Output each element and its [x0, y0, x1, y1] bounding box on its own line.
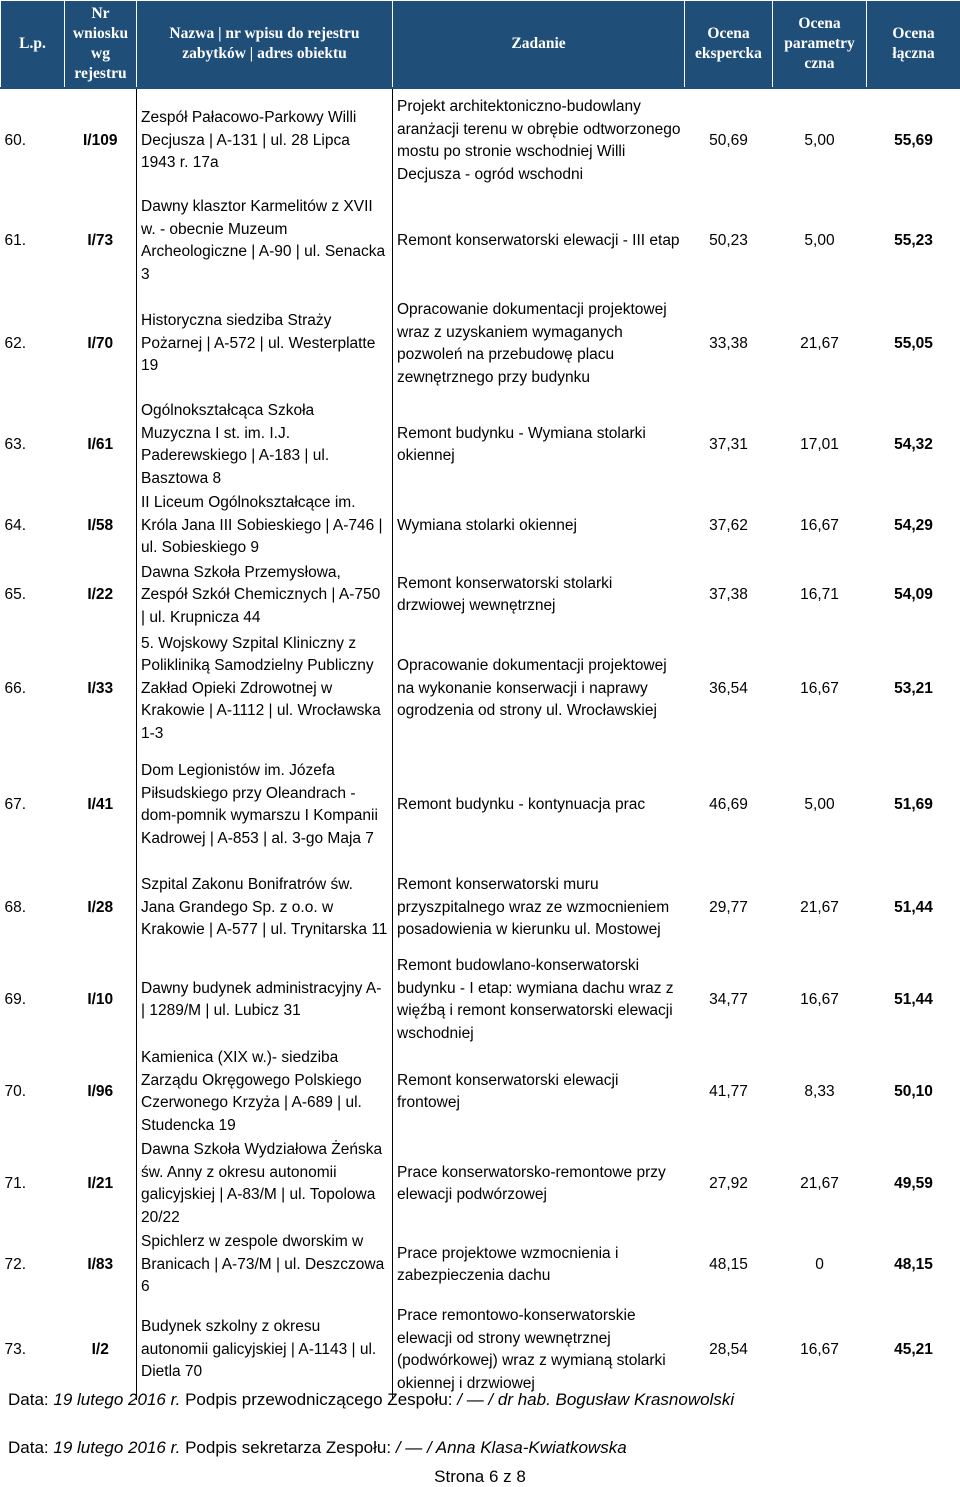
cell-expert: 46,69 [685, 748, 773, 862]
cell-task: Remont konserwatorski stolarki drzwiowej wewnętrznej [393, 561, 685, 631]
cell-task: Opracowanie dokumentacji projektowej na wykonanie konserwacji i naprawy ogrodzenia od strony ul. Wrocławskiej [393, 630, 685, 748]
table-row [1, 399, 960, 491]
header-nr: Nr wniosku wg rejestru [65, 1, 137, 89]
table-row [1, 630, 960, 748]
cell-lp: 62. [1, 289, 65, 399]
cell-name: Kamienica (XIX w.)- siedziba Zarządu Okręgowego Polskiego Czerwonego Krzyża | A-689 | ul. Studencka 19 [137, 1046, 393, 1138]
cell-params: 16,71 [773, 561, 867, 631]
cell-total: 45,21 [867, 1300, 960, 1400]
cell-task: Remont budowlano-konserwatorski budynku - I etap: wymiana dachu wraz z więźbą i remont konserwatorski elewacji wschodniej [393, 954, 685, 1046]
header-task: Zadanie [393, 1, 685, 89]
cell-name: Ogólnokształcąca Szkoła Muzyczna I st. im. I.J. Paderewskiego | A-183 | ul. Basztowa 8 [137, 399, 393, 491]
cell-nr: I/28 [65, 862, 137, 954]
cell-nr: I/22 [65, 561, 137, 631]
cell-total: 49,59 [867, 1138, 960, 1230]
cell-task: Prace remontowo-konserwatorskie elewacji od strony wewnętrznej (podwórkowej) wraz z wymianą stolarki okiennej i drzwiowej [393, 1300, 685, 1400]
cell-name: Historyczna siedziba Straży Pożarnej | A-572 | ul. Westerplatte 19 [137, 289, 393, 399]
table-row [1, 1046, 960, 1138]
table-row [1, 289, 960, 399]
header-lp: L.p. [1, 1, 65, 89]
cell-params: 5,00 [773, 193, 867, 289]
cell-task: Remont konserwatorski muru przyszpitalnego wraz ze wzmocnieniem posadowienia w kierunku ul. Mostowej [393, 862, 685, 954]
page-number: Strona 6 z 8 [0, 1467, 960, 1487]
cell-name: Szpital Zakonu Bonifratrów św. Jana Grandego Sp. z o.o. w Krakowie | A-577 | ul. Trynitarska 11 [137, 862, 393, 954]
cell-name: 5. Wojskowy Szpital Kliniczny z Polikliniką Samodzielny Publiczny Zakład Opieki Zdrowotnej w Krakowie | A-1112 | ul. Wrocławska 1-3 [137, 630, 393, 748]
cell-nr: I/2 [65, 1300, 137, 1400]
cell-expert: 33,38 [685, 289, 773, 399]
cell-task: Opracowanie dokumentacji projektowej wraz z uzyskaniem wymaganych pozwoleń na przebudowę placu zewnętrznego przy budynku [393, 289, 685, 399]
cell-nr: I/58 [65, 491, 137, 561]
cell-task: Wymiana stolarki okiennej [393, 491, 685, 561]
cell-params: 16,67 [773, 491, 867, 561]
cell-name: Dawna Szkoła Wydziałowa Żeńska św. Anny z okresu autonomii galicyjskiej | A-83/M | ul. Topolowa 20/22 [137, 1138, 393, 1230]
cell-lp: 64. [1, 491, 65, 561]
cell-expert: 50,69 [685, 88, 773, 193]
cell-total: 55,23 [867, 193, 960, 289]
cell-params: 16,67 [773, 1300, 867, 1400]
table-row [1, 954, 960, 1046]
table-header [1, 1, 960, 89]
cell-task: Remont konserwatorski elewacji frontowej [393, 1046, 685, 1138]
table-row [1, 193, 960, 289]
cell-task: Remont konserwatorski elewacji - III etap [393, 193, 685, 289]
cell-lp: 66. [1, 630, 65, 748]
cell-total: 48,15 [867, 1230, 960, 1300]
cell-nr: I/70 [65, 289, 137, 399]
cell-nr: I/83 [65, 1230, 137, 1300]
cell-lp: 68. [1, 862, 65, 954]
cell-lp: 63. [1, 399, 65, 491]
cell-expert: 37,31 [685, 399, 773, 491]
cell-params: 17,01 [773, 399, 867, 491]
header-total: Ocena łączna [867, 1, 960, 89]
cell-params: 5,00 [773, 88, 867, 193]
table-row [1, 88, 960, 193]
header-params: Ocena parametry czna [773, 1, 867, 89]
cell-expert: 29,77 [685, 862, 773, 954]
cell-task: Prace konserwatorsko-remontowe przy elewacji podwórzowej [393, 1138, 685, 1230]
cell-lp: 70. [1, 1046, 65, 1138]
cell-expert: 34,77 [685, 954, 773, 1046]
cell-name: Budynek szkolny z okresu autonomii galicyjskiej | A-1143 | ul. Dietla 70 [137, 1300, 393, 1400]
cell-name: Dom Legionistów im. Józefa Piłsudskiego przy Oleandrach - dom-pomnik wymarszu I Kompanii Kadrowej | A-853 | al. 3-go Maja 7 [137, 748, 393, 862]
cell-total: 51,69 [867, 748, 960, 862]
cell-task: Prace projektowe wzmocnienia i zabezpieczenia dachu [393, 1230, 685, 1300]
chairman-signature-date: 19 lutego 2016 r. [53, 1390, 180, 1409]
header-name: Nazwa | nr wpisu do rejestru zabytków | adres obiektu [137, 1, 393, 89]
chairman-signature-line: Data: 19 lutego 2016 r. Podpis przewodniczącego Zespołu: / — / dr hab. Bogusław Krasnowolski [8, 1390, 734, 1410]
cell-params: 16,67 [773, 954, 867, 1046]
table-row [1, 1138, 960, 1230]
cell-params: 16,67 [773, 630, 867, 748]
cell-total: 54,09 [867, 561, 960, 631]
cell-total: 55,05 [867, 289, 960, 399]
table-row [1, 748, 960, 862]
cell-params: 21,67 [773, 1138, 867, 1230]
cell-lp: 71. [1, 1138, 65, 1230]
table-row [1, 491, 960, 561]
cell-name: II Liceum Ogólnokształcące im. Króla Jana III Sobieskiego | A-746 | ul. Sobieskiego 9 [137, 491, 393, 561]
cell-total: 54,29 [867, 491, 960, 561]
cell-total: 55,69 [867, 88, 960, 193]
cell-params: 5,00 [773, 748, 867, 862]
cell-total: 51,44 [867, 862, 960, 954]
chairman-signature: / — / dr hab. Bogusław Krasnowolski [457, 1390, 734, 1409]
cell-params: 8,33 [773, 1046, 867, 1138]
cell-lp: 72. [1, 1230, 65, 1300]
cell-expert: 28,54 [685, 1300, 773, 1400]
cell-expert: 37,38 [685, 561, 773, 631]
cell-name: Dawna Szkoła Przemysłowa, Zespół Szkół Chemicznych | A-750 | ul. Krupnicza 44 [137, 561, 393, 631]
header-row [1, 1, 960, 89]
table-row [1, 561, 960, 631]
cell-expert: 36,54 [685, 630, 773, 748]
cell-expert: 50,23 [685, 193, 773, 289]
cell-name: Dawny klasztor Karmelitów z XVII w. - obecnie Muzeum Archeologiczne | A-90 | ul. Senacka 3 [137, 193, 393, 289]
cell-task: Remont budynku - kontynuacja prac [393, 748, 685, 862]
table-row [1, 862, 960, 954]
cell-nr: I/61 [65, 399, 137, 491]
cell-lp: 61. [1, 193, 65, 289]
cell-total: 54,32 [867, 399, 960, 491]
cell-params: 21,67 [773, 289, 867, 399]
cell-nr: I/41 [65, 748, 137, 862]
cell-name: Dawny budynek administracyjny A- | 1289/M | ul. Lubicz 31 [137, 954, 393, 1046]
cell-lp: 73. [1, 1300, 65, 1400]
cell-nr: I/73 [65, 193, 137, 289]
cell-total: 53,21 [867, 630, 960, 748]
cell-lp: 60. [1, 88, 65, 193]
cell-nr: I/109 [65, 88, 137, 193]
cell-nr: I/33 [65, 630, 137, 748]
cell-lp: 67. [1, 748, 65, 862]
cell-expert: 41,77 [685, 1046, 773, 1138]
cell-nr: I/21 [65, 1138, 137, 1230]
table-row [1, 1300, 960, 1400]
cell-lp: 69. [1, 954, 65, 1046]
table-body [1, 88, 960, 1400]
cell-expert: 27,92 [685, 1138, 773, 1230]
cell-nr: I/10 [65, 954, 137, 1046]
cell-lp: 65. [1, 561, 65, 631]
secretary-signature-date: 19 lutego 2016 r. [53, 1438, 180, 1457]
cell-task: Projekt architektoniczno-budowlany aranżacji terenu w obrębie odtworzonego mostu po stronie wschodniej Willi Decjusza - ogród wschodni [393, 88, 685, 193]
cell-params: 0 [773, 1230, 867, 1300]
cell-expert: 48,15 [685, 1230, 773, 1300]
header-expert: Ocena ekspercka [685, 1, 773, 89]
cell-task: Remont budynku - Wymiana stolarki okiennej [393, 399, 685, 491]
cell-nr: I/96 [65, 1046, 137, 1138]
cell-name: Zespół Pałacowo-Parkowy Willi Decjusza | A-131 | ul. 28 Lipca 1943 r. 17a [137, 88, 393, 193]
secretary-signature-line: Data: 19 lutego 2016 r. Podpis sekretarza Zespołu: / — / Anna Klasa-Kwiatkowska [8, 1438, 627, 1458]
cell-params: 21,67 [773, 862, 867, 954]
secretary-signature: / — / Anna Klasa-Kwiatkowska [396, 1438, 627, 1457]
cell-total: 50,10 [867, 1046, 960, 1138]
cell-expert: 37,62 [685, 491, 773, 561]
cell-name: Spichlerz w zespole dworskim w Branicach | A-73/M | ul. Deszczowa 6 [137, 1230, 393, 1300]
cell-total: 51,44 [867, 954, 960, 1046]
table-row [1, 1230, 960, 1300]
